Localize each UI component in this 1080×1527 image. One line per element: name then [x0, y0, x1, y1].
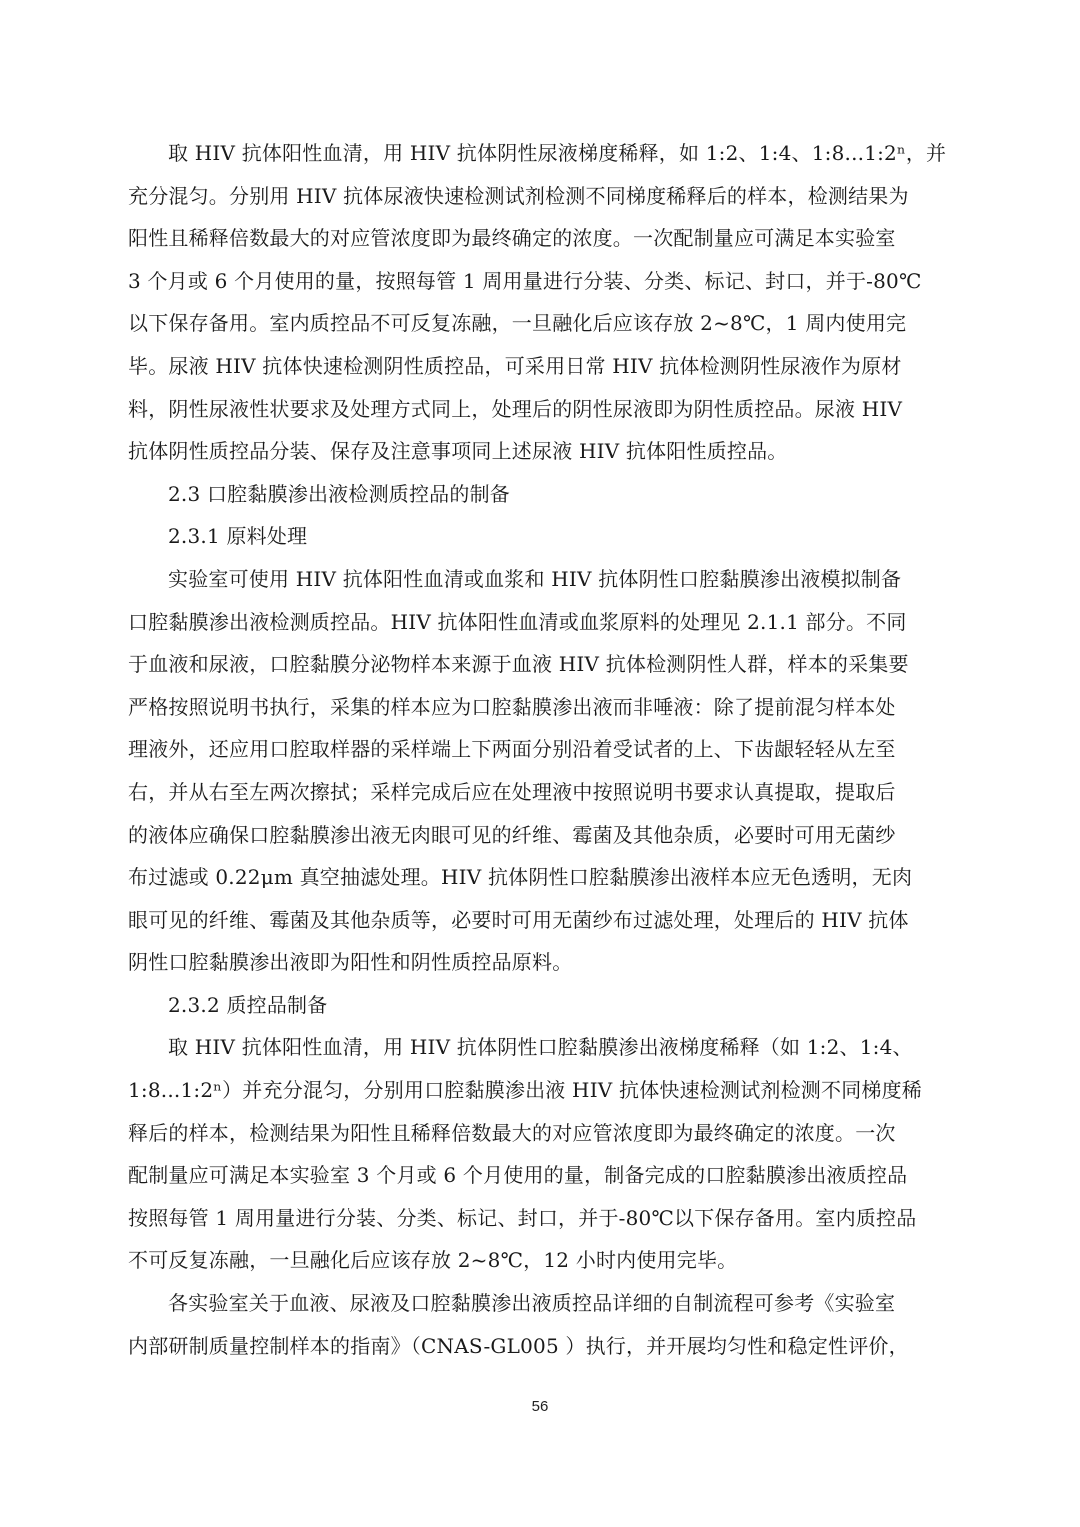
paragraph-raw-material-processing: 实验室可使用 HIV 抗体阳性血清或血浆和 HIV 抗体阴性口腔黏膜渗出液模拟制备 口腔黏膜渗出液检测质控品。HIV 抗体阳性血清或血浆原料的处理见 2.1.1 部分。不同 于血液和尿液，口腔黏膜分泌物样本来源于血液 HIV 抗体检测阴性人群，样本的采集要 严格按照说明书执行，采集的样本应为口腔黏膜渗出液而非唾液：除了提前混匀样本处 理液外，还应用口腔取样器的采样端上下两面分别沿着受试者的上、下齿龈轻轻从左至 右，并从右至左两次擦拭；采样完成后应在处理液中按照说明书要求认真提取，提取后 的液体应确保口腔黏膜渗出液无肉眼可见的纤维、霉菌及其他杂质，必要时可用无菌纱 布过滤或 0.22μm 真空抽滤处理。HIV 抗体阴性口腔黏膜渗出液样本应无色透明，无肉 眼可见的纤维、霉菌及其他杂质等，必要时可用无菌纱布过滤处理，处理后的 HIV 抗体 阴性口腔黏膜渗出液即为阳性和阴性质控品原料。 — [128, 566, 913, 975]
paragraph-reference-guideline: 各实验室关于血液、尿液及口腔黏膜渗出液质控品详细的自制流程可参考《实验室 内部研制质量控制样本的指南》（CNAS-GL005 ）执行，并开展均匀性和稳定性评价， — [128, 1291, 909, 1358]
page-number: 56 — [531, 1398, 549, 1415]
section-heading-2-3-1: 2.3.1 原料处理 — [168, 524, 308, 549]
section-heading-2-3-2: 2.3.2 质控品制备 — [168, 992, 328, 1017]
section-heading-2-3: 2.3 口腔黏膜渗出液检测质控品的制备 — [168, 481, 510, 506]
paragraph-positive-control-dilution: 取 HIV 抗体阳性血清，用 HIV 抗体阴性尿液梯度稀释，如 1:2、1:4、1:8...1:2ⁿ，并 充分混匀。分别用 HIV 抗体尿液快速检测试剂检测不同梯度稀释后的样本，检测结果为 阳性且稀释倍数最大的对应管浓度即为最终确定的浓度。一次配制量应可满足本实验室 3 个月或 6 个月使用的量，按照每管 1 周用量进行分装、分类、标记、封口，并于-80℃ 以下保存备用。室内质控品不可反复冻融，一旦融化后应该存放 2~8℃，1 周内使用完 毕。尿液 HIV 抗体快速检测阴性质控品，可采用日常 HIV 抗体检测阴性尿液作为原材 料，阴性尿液性状要求及处理方式同上，处理后的阴性尿液即为阴性质控品。尿液 HIV 抗体阴性质控品分装、保存及注意事项同上述尿液 HIV 抗体阳性质控品。 — [128, 141, 947, 464]
paragraph-control-preparation: 取 HIV 抗体阳性血清，用 HIV 抗体阴性口腔黏膜渗出液梯度稀释（如 1:2、1:4、 1:8...1:2ⁿ）并充分混匀，分别用口腔黏膜渗出液 HIV 抗体快速检测试剂检测不同梯度稀 释后的样本，检测结果为阳性且稀释倍数最大的对应管浓度即为最终确定的浓度。一次 配制量应可满足本实验室 3 个月或 6 个月使用的量，制备完成的口腔黏膜渗出液质控品 按照每管 1 周用量进行分装、分类、标记、封口，并于-80℃以下保存备用。室内质控品 不可反复冻融，一旦融化后应该存放 2~8℃，12 小时内使用完毕。 — [128, 1035, 922, 1273]
body-text — [128, 132, 952, 1367]
